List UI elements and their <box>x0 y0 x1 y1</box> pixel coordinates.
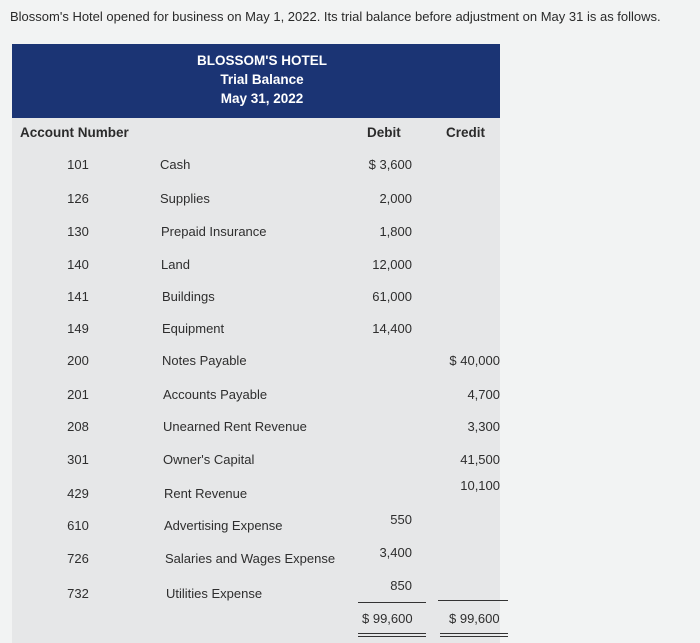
account-number: 208 <box>67 419 89 434</box>
account-number-header: Account Number <box>20 125 129 140</box>
account-number: 610 <box>67 518 89 533</box>
debit-amount: $ 3,600 <box>368 157 412 172</box>
account-row <box>0 387 700 411</box>
account-title: Notes Payable <box>162 353 247 368</box>
account-row <box>0 478 700 510</box>
account-row <box>0 512 700 542</box>
account-title: Salaries and Wages Expense <box>165 551 336 566</box>
account-number: 429 <box>67 486 89 501</box>
account-title: Rent Revenue <box>164 486 248 501</box>
account-number: 200 <box>67 353 89 368</box>
account-number: 301 <box>67 452 89 467</box>
account-title: Cash <box>160 157 191 172</box>
credit-header: Credit <box>446 125 486 140</box>
account-row <box>0 257 700 281</box>
account-title: Owner's Capital <box>163 452 255 467</box>
account-number: 149 <box>67 321 89 336</box>
account-title: Prepaid Insurance <box>161 224 267 239</box>
debit-amount: 850 <box>390 578 412 593</box>
account-number: 201 <box>67 387 89 402</box>
account-title: Equipment <box>162 321 225 336</box>
account-row <box>0 191 700 215</box>
debit-double-rule <box>358 636 426 637</box>
debit-amount: 14,400 <box>372 321 412 336</box>
credit-amount: 41,500 <box>460 452 500 467</box>
problem-statement: Blossom's Hotel opened for business on May 1, 2022. Its trial balance before adjustment on May 31 is as follows. <box>10 9 661 24</box>
account-title: Advertising Expense <box>164 518 283 533</box>
account-row <box>0 321 700 345</box>
company-name: BLOSSOM'S HOTEL <box>197 53 327 68</box>
account-number: 732 <box>67 586 89 601</box>
credit-double-rule <box>440 633 508 634</box>
debit-amount: 61,000 <box>372 289 412 304</box>
account-row <box>0 419 700 443</box>
statement-date: May 31, 2022 <box>220 91 304 106</box>
credit-amount: 4,700 <box>467 387 500 402</box>
account-title: Buildings <box>162 289 215 304</box>
account-title: Accounts Payable <box>163 387 268 402</box>
statement-title: Trial Balance <box>220 72 304 87</box>
account-row <box>0 224 700 248</box>
account-row <box>0 452 700 476</box>
account-title: Unearned Rent Revenue <box>163 419 307 434</box>
debit-amount: 3,400 <box>379 545 412 560</box>
account-number: 726 <box>67 551 89 566</box>
credit-total-rule <box>438 600 508 601</box>
debit-amount: 1,800 <box>379 224 412 239</box>
debit-total: $ 99,600 <box>362 611 413 626</box>
debit-header: Debit <box>367 125 401 140</box>
account-row <box>0 578 700 610</box>
account-number: 130 <box>67 224 89 239</box>
account-title: Supplies <box>160 191 210 206</box>
credit-amount: 10,100 <box>460 478 500 493</box>
statement-header <box>12 44 500 118</box>
account-number: 140 <box>67 257 89 272</box>
credit-amount: 3,300 <box>467 419 500 434</box>
debit-amount: 2,000 <box>379 191 412 206</box>
account-row <box>0 545 700 575</box>
account-title: Utilities Expense <box>166 586 263 601</box>
account-number: 141 <box>67 289 89 304</box>
debit-double-rule <box>358 633 426 634</box>
account-row <box>0 353 700 377</box>
credit-total: $ 99,600 <box>449 611 500 626</box>
debit-amount: 550 <box>390 512 412 527</box>
account-row <box>0 157 700 181</box>
credit-double-rule <box>440 636 508 637</box>
account-row <box>0 289 700 313</box>
account-title: Land <box>161 257 190 272</box>
account-number: 101 <box>67 157 89 172</box>
debit-total-rule <box>358 602 426 603</box>
credit-amount: $ 40,000 <box>449 353 500 368</box>
debit-amount: 12,000 <box>372 257 412 272</box>
account-number: 126 <box>67 191 89 206</box>
